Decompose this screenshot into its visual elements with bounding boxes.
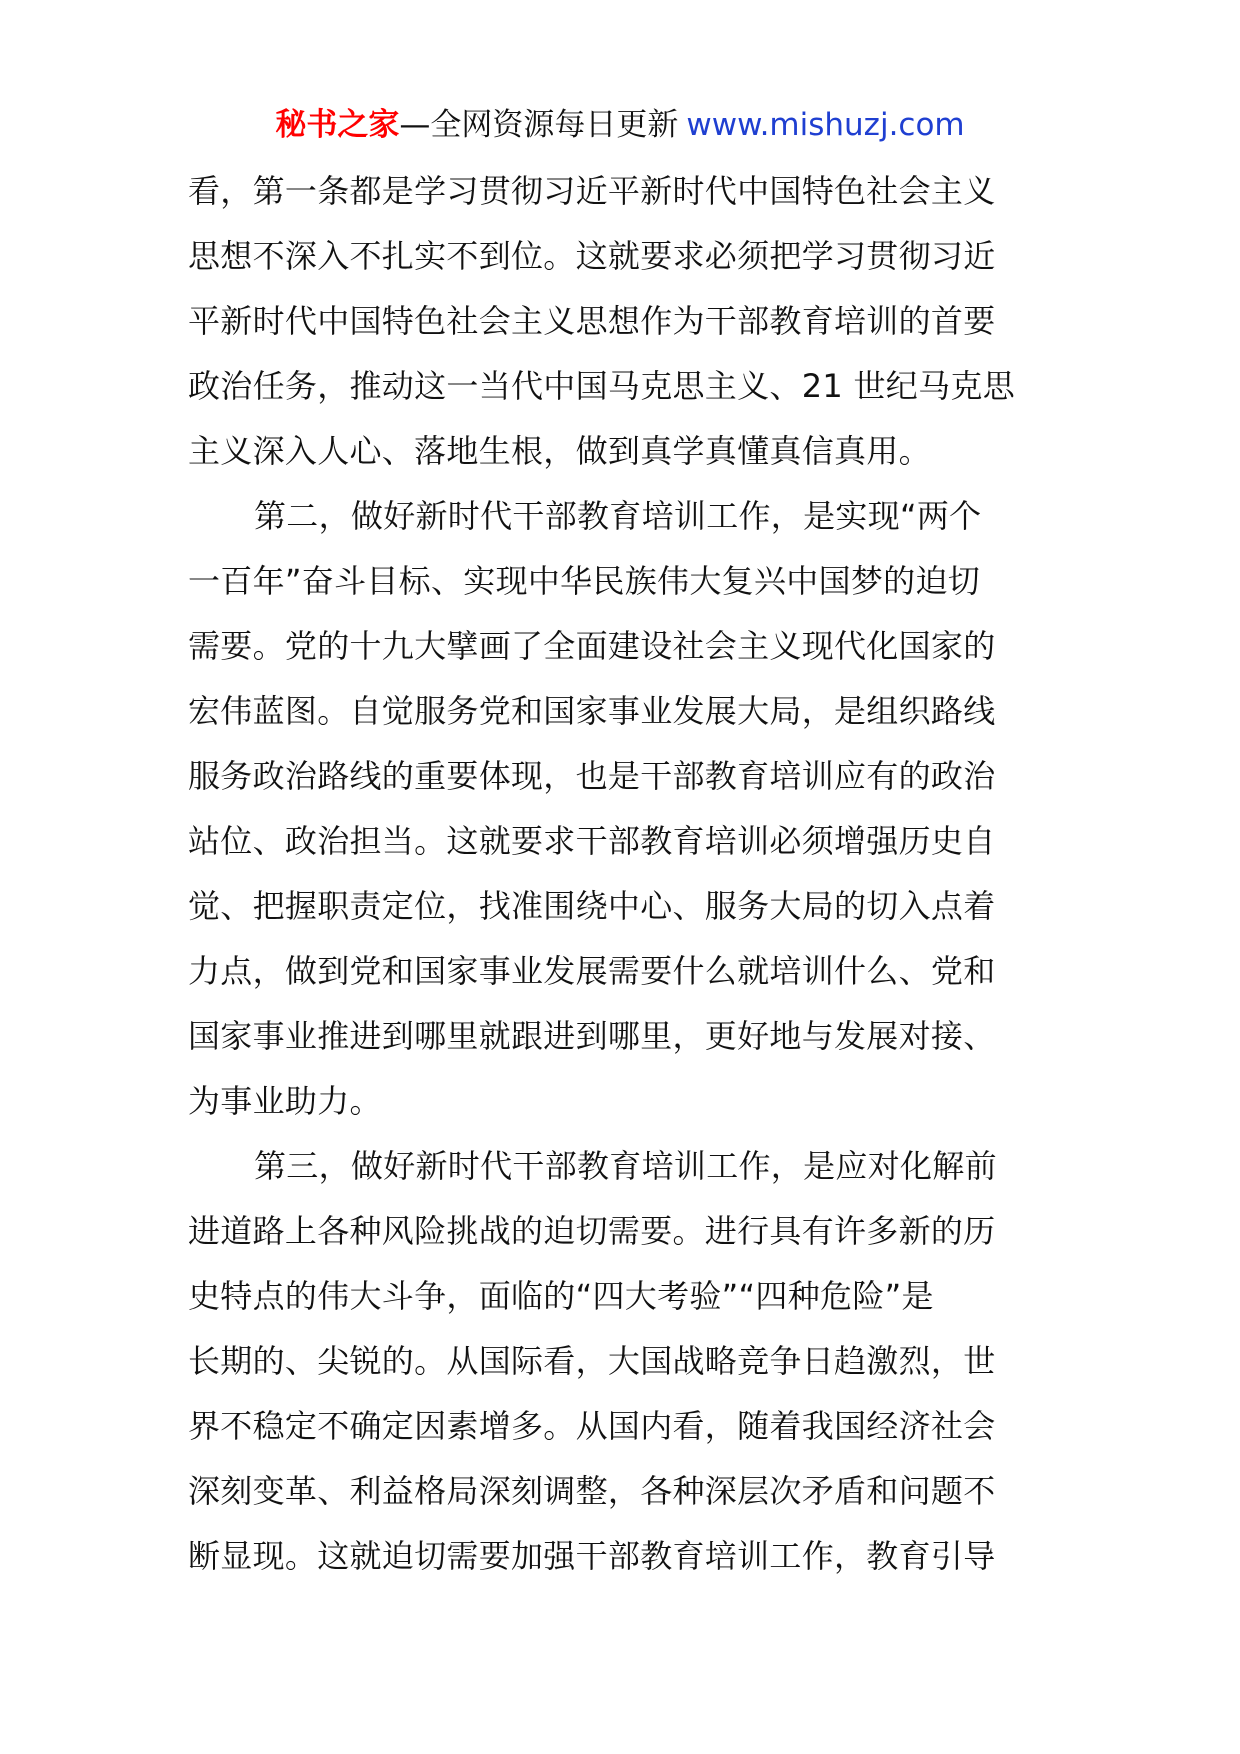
body-text — [188, 159, 1056, 1589]
text-line: 断显现。这就迫切需要加强干部教育培训工作，教育引导 — [188, 1537, 996, 1575]
text-line: 进道路上各种风险挑战的迫切需要。进行具有许多新的历 — [188, 1212, 996, 1250]
text-line: 界不稳定不确定因素增多。从国内看，随着我国经济社会 — [188, 1407, 996, 1445]
text-line: 需要。党的十九大擘画了全面建设社会主义现代化国家的 — [188, 627, 996, 665]
text-line: 为事业助力。 — [188, 1082, 382, 1120]
text-line: 史特点的伟大斗争，面临的“四大考验”“四种危险”是 — [188, 1277, 934, 1315]
text-line: 第三，做好新时代干部教育培训工作，是应对化解前 — [254, 1147, 997, 1185]
text-line: 主义深入人心、落地生根，做到真学真懂真信真用。 — [188, 432, 931, 470]
text-line: 国家事业推进到哪里就跟进到哪里，更好地与发展对接、 — [188, 1017, 996, 1055]
header-brand: 秘书之家 — [275, 107, 400, 143]
text-line: 站位、政治担当。这就要求干部教育培训必须增强历史自 — [188, 822, 996, 860]
header-tagline: —全网资源每日更新 — [399, 107, 679, 143]
text-line: 思想不深入不扎实不到位。这就要求必须把学习贯彻习近 — [188, 237, 996, 275]
text-line: 看，第一条都是学习贯彻习近平新时代中国特色社会主义 — [188, 172, 996, 210]
page-header — [0, 103, 1240, 147]
text-line: 服务政治路线的重要体现，也是干部教育培训应有的政治 — [188, 757, 996, 795]
text-line: 第二，做好新时代干部教育培训工作，是实现“两个 — [254, 497, 982, 535]
header-url-link[interactable]: www.mishuzj.com — [686, 107, 965, 143]
text-line: 深刻变革、利益格局深刻调整，各种深层次矛盾和问题不 — [188, 1472, 996, 1510]
text-line: 政治任务，推动这一当代中国马克思主义、21 世纪马克思 — [188, 367, 1015, 405]
text-line: 平新时代中国特色社会主义思想作为干部教育培训的首要 — [188, 302, 996, 340]
text-line: 觉、把握职责定位，找准围绕中心、服务大局的切入点着 — [188, 887, 996, 925]
text-line: 长期的、尖锐的。从国际看，大国战略竞争日趋激烈，世 — [188, 1342, 996, 1380]
text-line: 一百年”奋斗目标、实现中华民族伟大复兴中国梦的迫切 — [188, 562, 981, 600]
text-line: 宏伟蓝图。自觉服务党和国家事业发展大局，是组织路线 — [188, 692, 996, 730]
text-line: 力点，做到党和国家事业发展需要什么就培训什么、党和 — [188, 952, 996, 990]
